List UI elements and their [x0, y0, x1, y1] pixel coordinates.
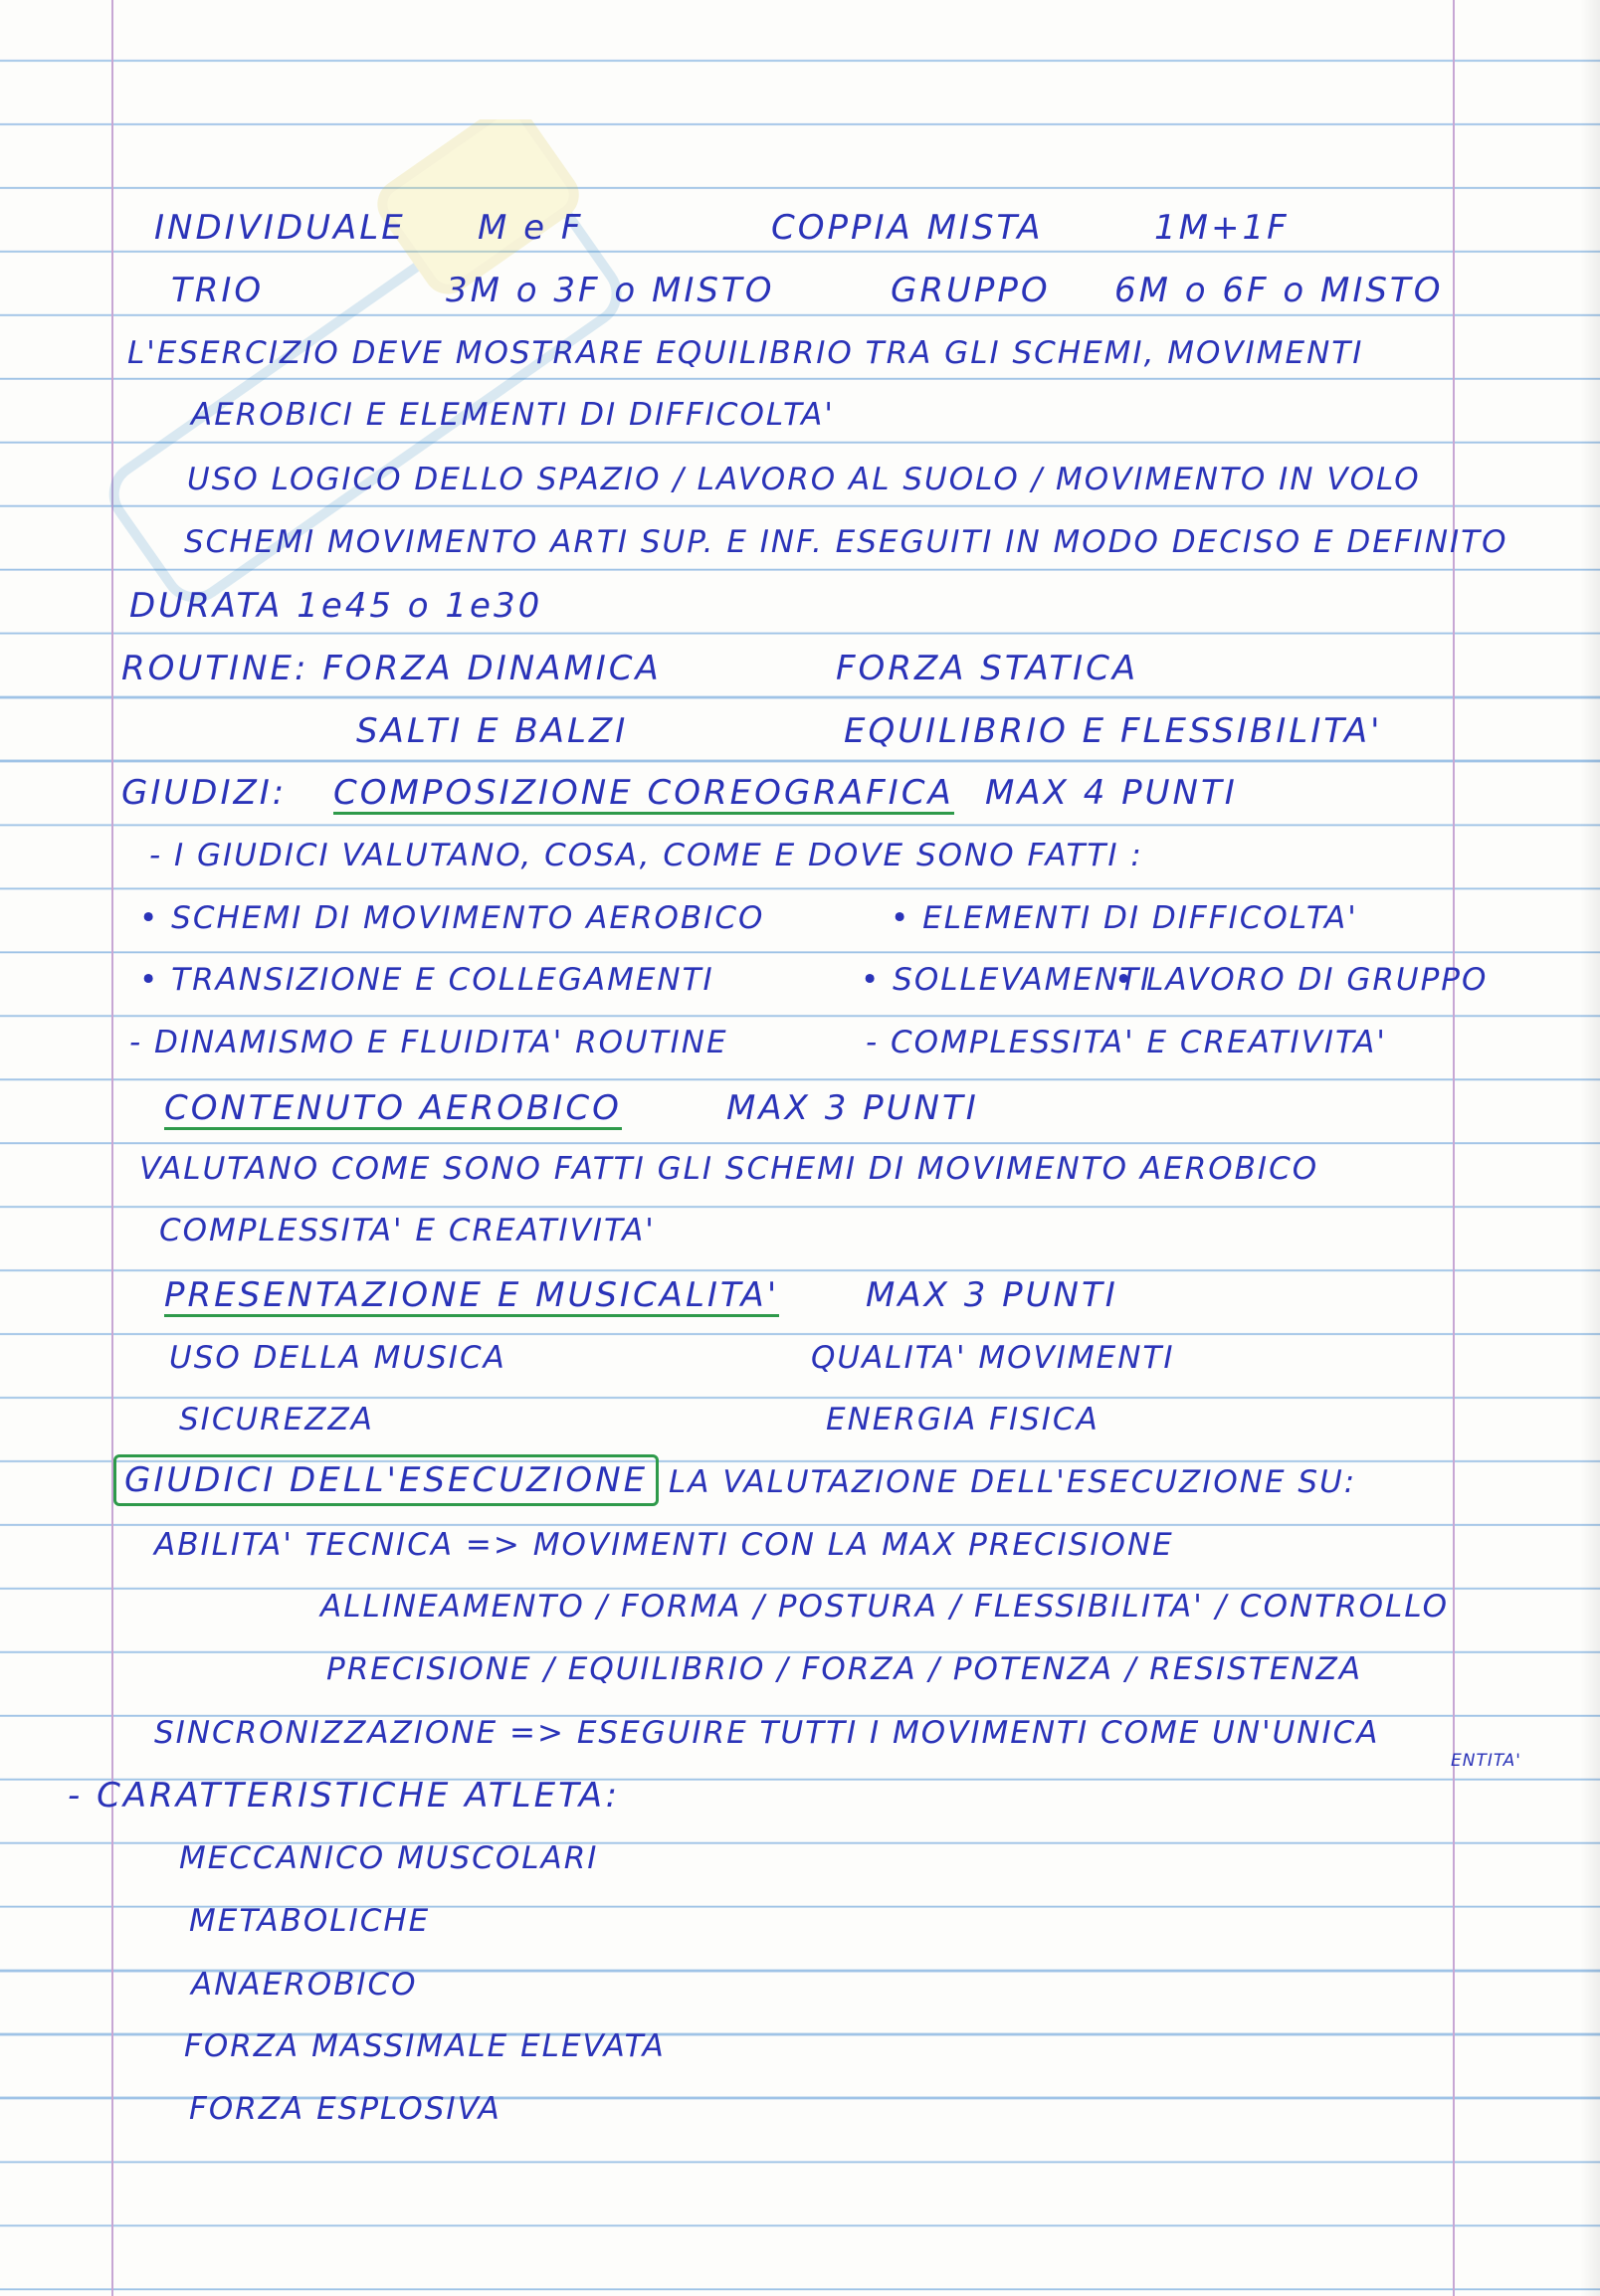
heading-caratteristiche-atleta: - CARATTERISTICHE ATLETA: [68, 1776, 621, 1816]
line-max-3-punti-a: MAX 3 PUNTI [726, 1088, 979, 1128]
line-sicurezza: SICUREZZA [179, 1402, 374, 1437]
line-schemi-aerobico: • SCHEMI DI MOVIMENTO AEROBICO [139, 900, 765, 936]
line-complessita-2: COMPLESSITA' E CREATIVITA' [159, 1213, 656, 1248]
line-uso-logico: USO LOGICO DELLO SPAZIO / LAVORO AL SUOLO / MOVIMENTO IN VOLO [187, 462, 1421, 497]
line-aerobici: AEROBICI E ELEMENTI DI DIFFICOLTA' [191, 397, 835, 433]
line-forza-massimale: FORZA MASSIMALE ELEVATA [184, 2028, 666, 2064]
line-equilibrio-flessibilita: EQUILIBRIO E FLESSIBILITA' [844, 711, 1383, 751]
right-margin-line [1453, 0, 1455, 2296]
line-max-3-punti-b: MAX 3 PUNTI [866, 1275, 1118, 1315]
heading-composizione-coreografica: COMPOSIZIONE COREOGRAFICA [333, 773, 954, 813]
line-lavoro-gruppo: • LAVORO DI GRUPPO [1114, 962, 1489, 998]
line-durata: DURATA 1e45 o 1e30 [129, 586, 543, 626]
line-valutano-come: VALUTANO COME SONO FATTI GLI SCHEMI DI MOVIMENTO AEROBICO [139, 1151, 1319, 1187]
line-gruppo: GRUPPO [891, 271, 1051, 310]
line-giudizi: GIUDIZI: [121, 773, 288, 813]
line-anaerobico: ANAEROBICO [191, 1967, 418, 2003]
line-1m1f: 1M+1F [1154, 208, 1290, 248]
line-complessita-1: - COMPLESSITA' E CREATIVITA' [866, 1025, 1387, 1060]
line-trio: TRIO [171, 271, 265, 310]
line-sollevamenti: • SOLLEVAMENTI [861, 962, 1152, 998]
line-sincronizzazione: SINCRONIZZAZIONE => ESEGUIRE TUTTI I MOVIMENTI COME UN'UNICA [154, 1715, 1380, 1751]
line-valutazione-esecuzione: LA VALUTAZIONE DELL'ESECUZIONE SU: [669, 1464, 1357, 1500]
line-m-e-f: M e F [478, 208, 584, 248]
heading-presentazione-musicalita: PRESENTAZIONE E MUSICALITA' [164, 1275, 780, 1315]
heading-giudici-esecuzione: GIUDICI DELL'ESECUZIONE [113, 1454, 659, 1506]
heading-contenuto-aerobico: CONTENUTO AEROBICO [164, 1088, 622, 1128]
line-meccanico-muscolari: MECCANICO MUSCOLARI [179, 1840, 599, 1876]
page-fold-shadow [1580, 0, 1600, 2296]
line-trio-composition: 3M o 3F o MISTO [446, 271, 775, 310]
line-esercizio: L'ESERCIZIO DEVE MOSTRARE EQUILIBRIO TRA GLI SCHEMI, MOVIMENTI [127, 335, 1364, 371]
line-forza-statica: FORZA STATICA [836, 649, 1139, 688]
line-precisione: PRECISIONE / EQUILIBRIO / FORZA / POTENZA / RESISTENZA [326, 1651, 1363, 1687]
line-salti: SALTI E BALZI [356, 711, 629, 751]
line-uso-musica: USO DELLA MUSICA [169, 1340, 506, 1376]
line-giudici-valutano: - I GIUDICI VALUTANO, COSA, COME E DOVE SONO FATTI : [149, 838, 1143, 873]
line-schemi-movimento: SCHEMI MOVIMENTO ARTI SUP. E INF. ESEGUITI IN MODO DECISO E DEFINITO [184, 524, 1508, 560]
line-coppia-mista: COPPIA MISTA [771, 208, 1044, 248]
line-metaboliche: METABOLICHE [189, 1903, 431, 1939]
line-qualita-movimenti: QUALITA' MOVIMENTI [811, 1340, 1175, 1376]
line-gruppo-composition: 6M o 6F o MISTO [1114, 271, 1444, 310]
line-entita: ENTITA' [1451, 1751, 1521, 1771]
line-abilita-tecnica: ABILITA' TECNICA => MOVIMENTI CON LA MAX PRECISIONE [154, 1527, 1174, 1563]
line-transizione: • TRANSIZIONE E COLLEGAMENTI [139, 962, 714, 998]
line-routine: ROUTINE: FORZA DINAMICA [121, 649, 662, 688]
line-energia-fisica: ENERGIA FISICA [826, 1402, 1100, 1437]
line-individuale: INDIVIDUALE [154, 208, 406, 248]
line-max-4-punti: MAX 4 PUNTI [985, 773, 1238, 813]
line-forza-esplosiva: FORZA ESPLOSIVA [189, 2091, 501, 2127]
line-elementi-difficolta: • ELEMENTI DI DIFFICOLTA' [891, 900, 1358, 936]
line-allineamento: ALLINEAMENTO / FORMA / POSTURA / FLESSIBILITA' / CONTROLLO [320, 1589, 1450, 1625]
line-dinamismo: - DINAMISMO E FLUIDITA' ROUTINE [129, 1025, 728, 1060]
